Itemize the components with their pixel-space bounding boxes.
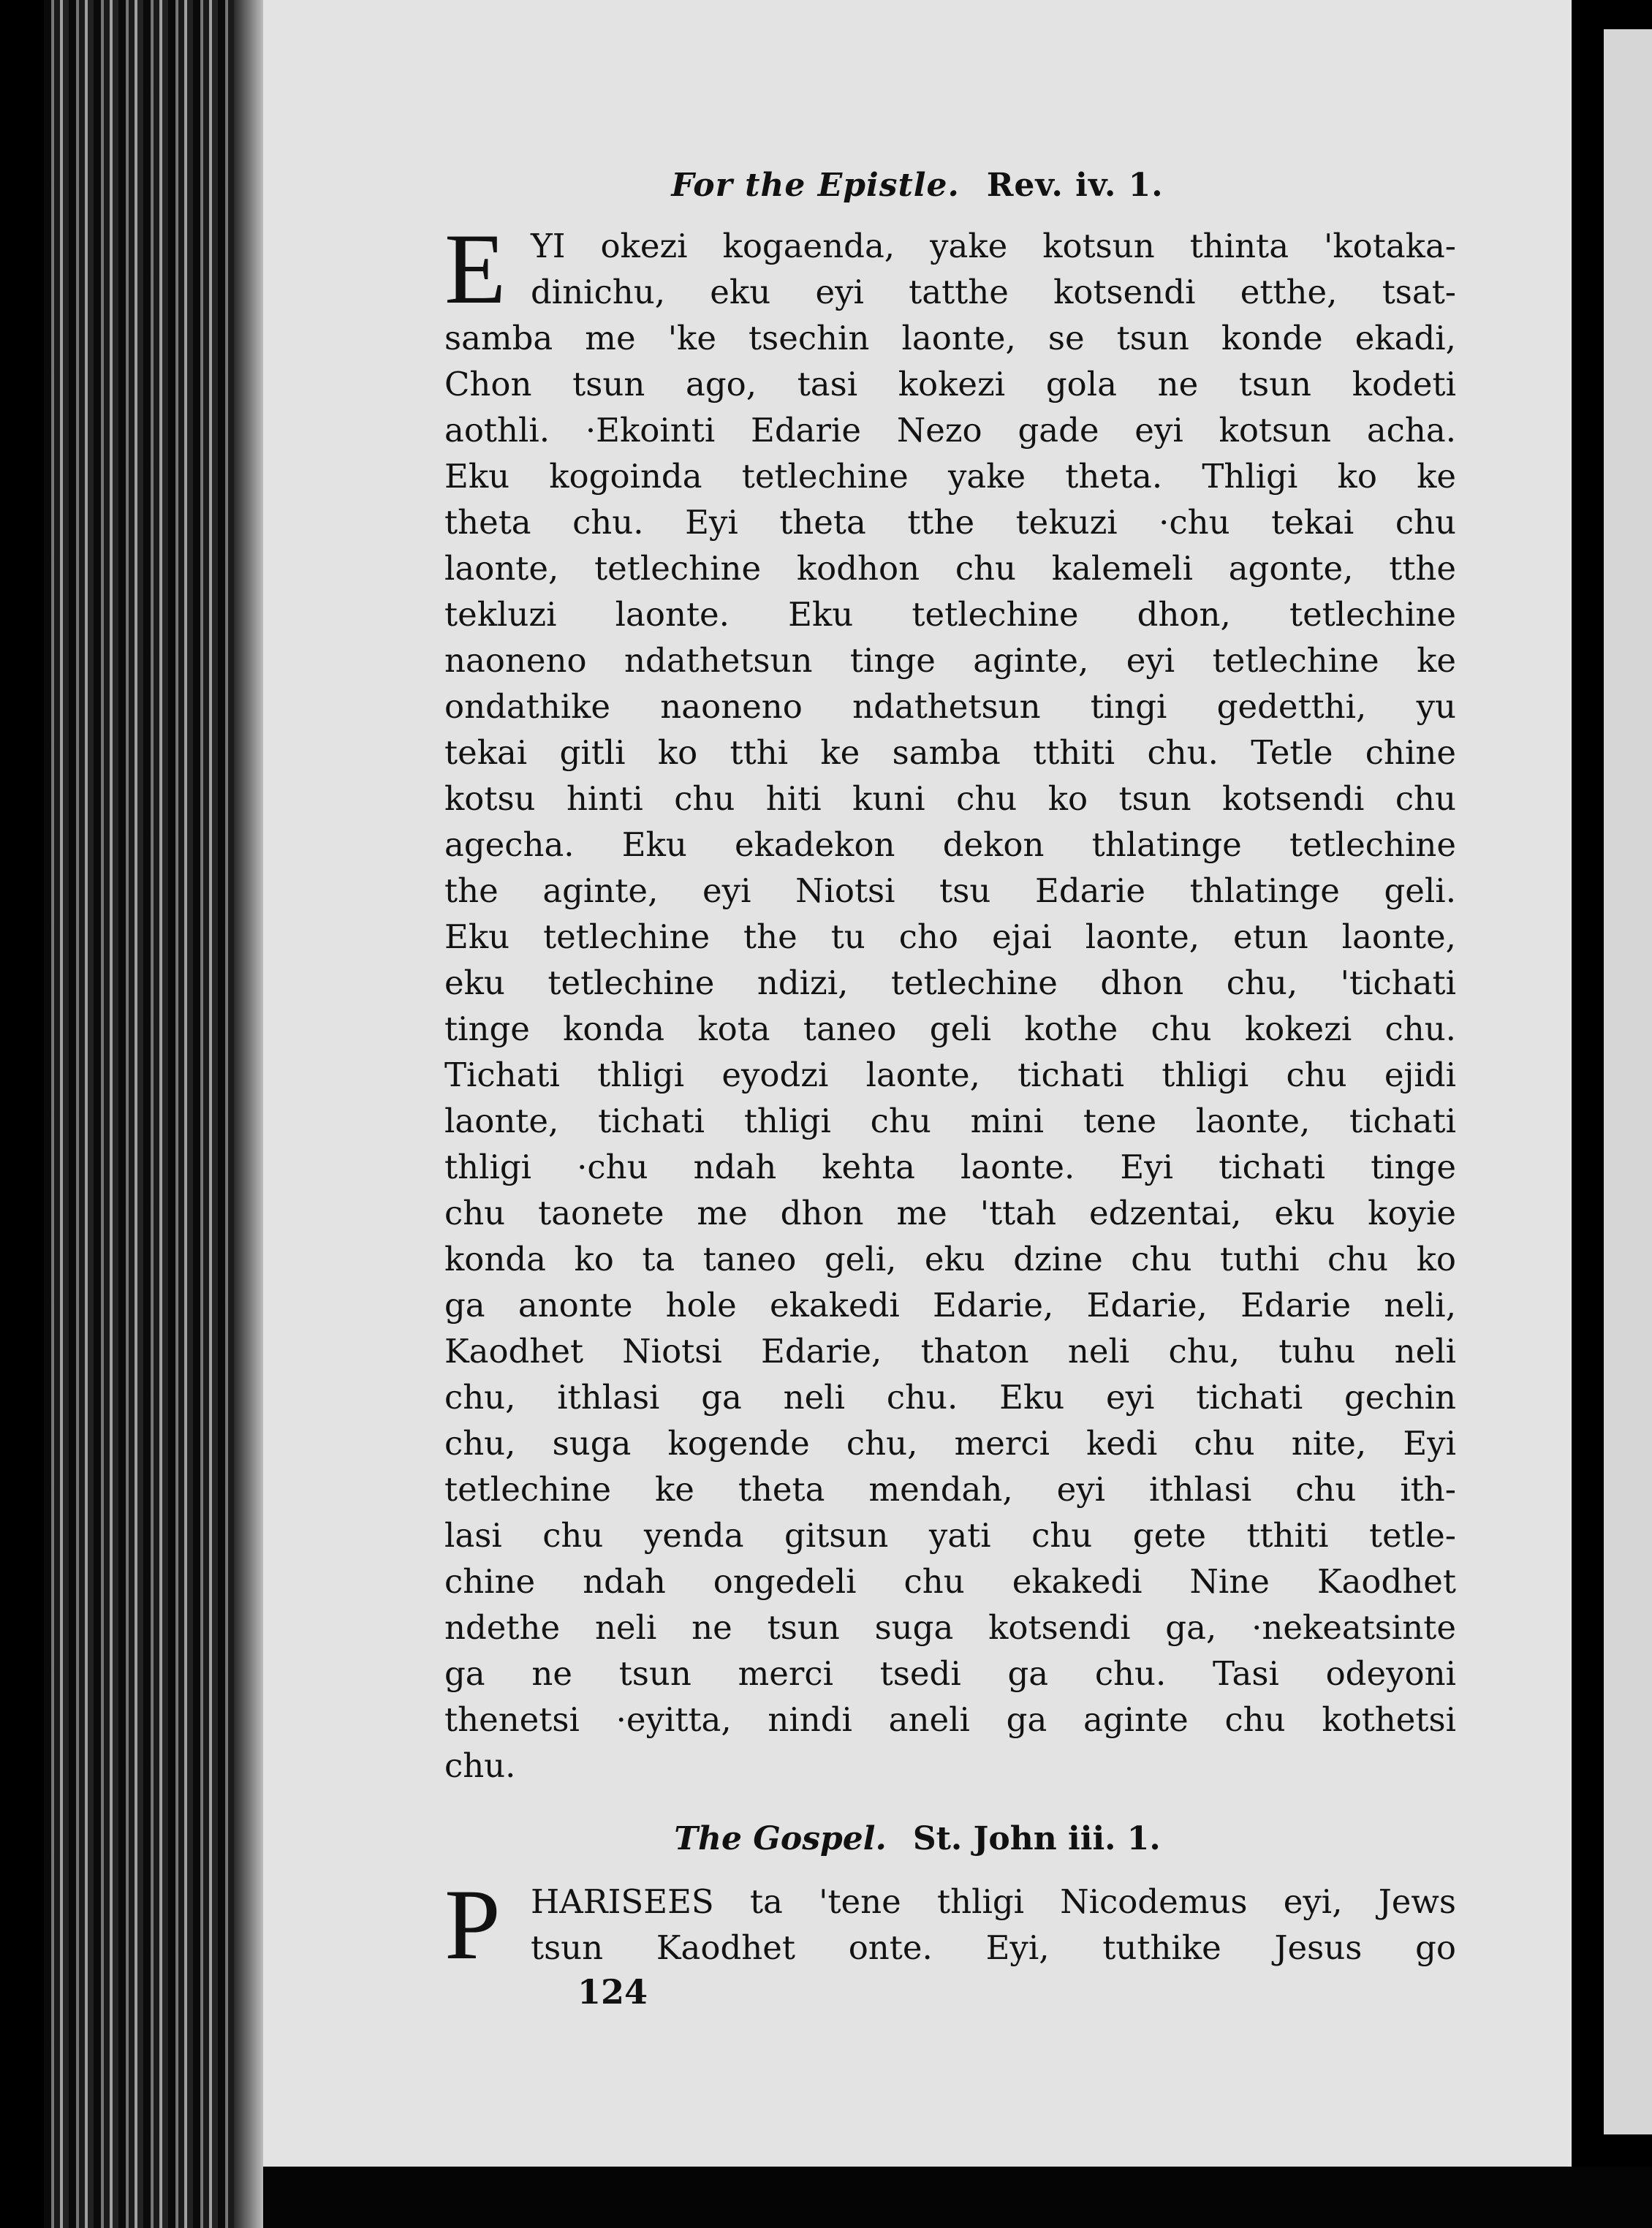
- text-line: thenetsi ·eyitta, nindi aneli ga aginte chu kothetsi: [444, 1700, 1456, 1739]
- text-line: Eku kogoinda tetlechine yake theta. Thligi ko ke: [444, 457, 1456, 496]
- running-head: [263, 167, 1572, 204]
- page-number: 124: [577, 1972, 648, 2012]
- text-line: Chon tsun ago, tasi kokezi gola ne tsun kodeti: [444, 365, 1456, 403]
- text-line: tsun Kaodhet onte. Eyi, tuthike Jesus go: [531, 1928, 1456, 1967]
- text-line: dinichu, eku eyi tatthe kotsendi etthe, tsat-: [531, 273, 1456, 311]
- book-page: [263, 0, 1572, 2167]
- text-line: ondathike naoneno ndathetsun tingi gedetthi, yu: [444, 687, 1456, 726]
- text-line: thligi ·chu ndah kehta laonte. Eyi tichati tinge: [444, 1148, 1456, 1186]
- text-line: Tichati thligi eyodzi laonte, tichati thligi chu ejidi: [444, 1056, 1456, 1094]
- text-line: chine ndah ongedeli chu ekakedi Nine Kaodhet: [444, 1562, 1456, 1601]
- text-line: konda ko ta taneo geli, eku dzine chu tuthi chu ko: [444, 1240, 1456, 1278]
- running-head-label: For the Epistle.: [671, 167, 960, 204]
- text-line: the aginte, eyi Niotsi tsu Edarie thlatinge geli.: [444, 871, 1456, 910]
- gospel-drop-cap: P: [444, 1868, 501, 1980]
- text-line: eku tetlechine ndizi, tetlechine dhon chu, 'tichati: [444, 963, 1456, 1002]
- text-line: kotsu hinti chu hiti kuni chu ko tsun kotsendi chu: [444, 779, 1456, 818]
- text-line: aothli. ·Ekointi Edarie Nezo gade eyi kotsun acha.: [444, 411, 1456, 450]
- text-line: chu, ithlasi ga neli chu. Eku eyi tichati gechin: [444, 1378, 1456, 1417]
- gospel-heading: [263, 1820, 1572, 1857]
- text-line: tetlechine ke theta mendah, eyi ithlasi chu ith-: [444, 1470, 1456, 1509]
- scan-border: [263, 2167, 1652, 2228]
- epistle-drop-cap: E: [444, 213, 507, 325]
- text-line: tinge konda kota taneo geli kothe chu kokezi chu.: [444, 1009, 1456, 1048]
- text-line: YI okezi kogaenda, yake kotsun thinta 'kotaka-: [531, 227, 1456, 265]
- text-line: Eku tetlechine the tu cho ejai laonte, etun laonte,: [444, 917, 1456, 956]
- text-line: lasi chu yenda gitsun yati chu gete tthiti tetle-: [444, 1516, 1456, 1555]
- running-head-reference: Rev. iv. 1.: [986, 167, 1164, 204]
- text-line: tekai gitli ko tthi ke samba tthiti chu. Tetle chine: [444, 733, 1456, 772]
- text-line: chu taonete me dhon me 'ttah edzentai, eku koyie: [444, 1194, 1456, 1232]
- text-line: theta chu. Eyi theta tthe tekuzi ·chu tekai chu: [444, 503, 1456, 542]
- text-line: laonte, tichati thligi chu mini tene laonte, tichati: [444, 1102, 1456, 1140]
- text-line: tekluzi laonte. Eku tetlechine dhon, tetlechine: [444, 595, 1456, 634]
- text-line: chu.: [444, 1746, 516, 1785]
- text-line: samba me 'ke tsechin laonte, se tsun konde ekadi,: [444, 319, 1456, 357]
- epistle-text: [444, 213, 1456, 1789]
- book-page-edge: [44, 0, 263, 2228]
- text-line: Kaodhet Niotsi Edarie, thaton neli chu, tuhu neli: [444, 1332, 1456, 1371]
- text-line: ndethe neli ne tsun suga kotsendi ga, ·nekeatsinte: [444, 1608, 1456, 1647]
- text-line: HARISEES ta 'tene thligi Nicodemus eyi, Jews: [531, 1882, 1456, 1921]
- text-line: agecha. Eku ekadekon dekon thlatinge tetlechine: [444, 825, 1456, 864]
- text-line: ga anonte hole ekakedi Edarie, Edarie, Edarie neli,: [444, 1286, 1456, 1325]
- gospel-heading-label: The Gospel.: [674, 1820, 887, 1857]
- gospel-text: [444, 1868, 1456, 1980]
- text-line: ga ne tsun merci tsedi ga chu. Tasi odeyoni: [444, 1654, 1456, 1693]
- text-line: chu, suga kogende chu, merci kedi chu nite, Eyi: [444, 1424, 1456, 1463]
- text-line: naoneno ndathetsun tinge aginte, eyi tetlechine ke: [444, 641, 1456, 680]
- book-gutter: [1572, 0, 1604, 2228]
- gospel-heading-reference: St. John iii. 1.: [912, 1820, 1161, 1857]
- adjacent-page-sliver: [1604, 29, 1652, 2134]
- text-line: laonte, tetlechine kodhon chu kalemeli agonte, tthe: [444, 549, 1456, 588]
